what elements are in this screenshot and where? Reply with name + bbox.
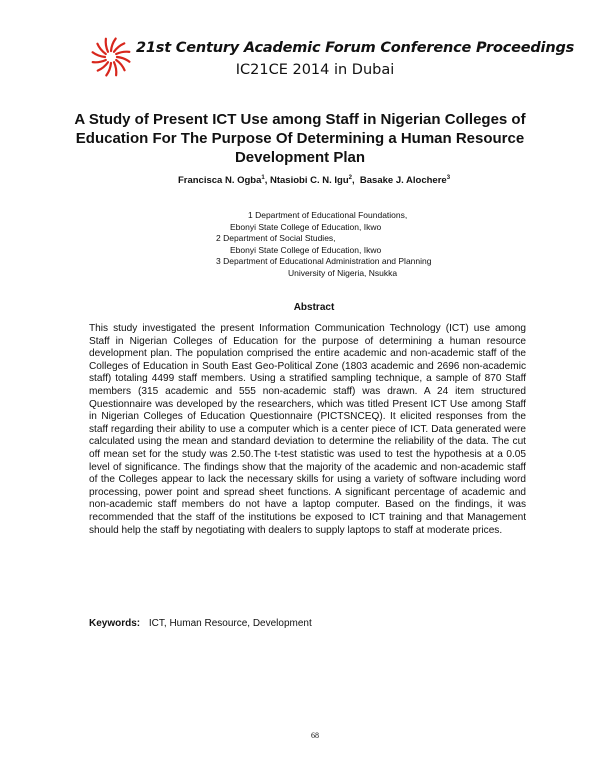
logo-ray [114, 43, 124, 51]
abstract-body: This study investigated the present Information Communication Technology (ICT) use among Staff in Nigerian Colleges of Education for the purpose of determining a human resource development plan. The population comprised the entire academic and non-academic staff of the Colleges of Education in South East Geo-Political Zone (1803 academic and 2696 non-academic staff) totaling 4499 staff members. Using a stratified sampling technique, a sample of 870 Staff members (315 academic and 555 non-academic staff) was drawn. A 24 item structured Questionnaire was developed by the researchers, which was titled Present ICT Use among Staff in Nigerian Colleges of Education Questionnaire (PICTSNCEQ). It elicited responses from the staff regarding their ability to use a computer which is a center piece of ICT. Data generated were calculated using the mean and standard deviation to determine the reliability of the data. The cut off mean set for the study was 2.50.The t-test statistic was used to test the hypothesis at a 0.05 level of significance. The findings show that the majority of the academic and non-academic staff of the Colleges appear to lack the necessary skills for using a variety of software including word processing, power point and spread sheet functions. A significant percentage of academic and non-academic staff members do not have a laptop computer. Based on the findings, it was recommended that the staff of the institutions be exposed to ICT training and that Management should help the staff by negotiating with dealers to supply laptops to staff at moderate prices. [89, 323, 526, 536]
page-number: 68 [311, 731, 319, 740]
affiliation-line: University of Nigeria, Nsukka [288, 267, 398, 278]
author-name: Ntasiobi C. N. Igu [270, 175, 349, 187]
author-list: Francisca N. Ogba$^1$, Ntasiobi C. N. Igu$^2$, Basake J. Alochere$^3$ [177, 175, 451, 187]
paper-title: A Study of Present ICT Use among Staff in Nigerian Colleges of Education For The Purpose Of Determining a Human Resource Development Plan [74, 111, 526, 166]
affiliation-line: 2 Department of Social Studies, [216, 233, 336, 243]
keywords-line [89, 618, 529, 629]
abstract-heading: Abstract [293, 302, 335, 313]
author-name: Francisca N. Ogba [177, 175, 262, 187]
author-sup: 1 [261, 175, 265, 181]
keywords-label: Keywords: [89, 618, 141, 629]
affiliation-line: Ebonyi State College of Education, Ikwo [230, 244, 382, 255]
conference-title: 21st Century Academic Forum Conference Proceedings [136, 40, 575, 56]
affiliations [200, 210, 500, 279]
logo-ray [116, 52, 129, 54]
author-sup: 3 [446, 175, 451, 181]
logo-ray [97, 44, 105, 54]
affiliation-line: Ebonyi State College of Education, Ikwo [230, 221, 382, 232]
logo-ray [106, 39, 108, 52]
author-name: Basake J. Alochere [359, 175, 447, 187]
conference-subtitle: IC21CE 2014 in Dubai [235, 62, 395, 78]
affiliation-line: 1 Department of Educational Foundations, [248, 210, 408, 220]
keywords-value: ICT, Human Resource, Development [148, 618, 312, 629]
author-sup: 2 [348, 175, 352, 181]
affiliation-line: 3 Department of Educational Administration and Planning [216, 256, 432, 266]
